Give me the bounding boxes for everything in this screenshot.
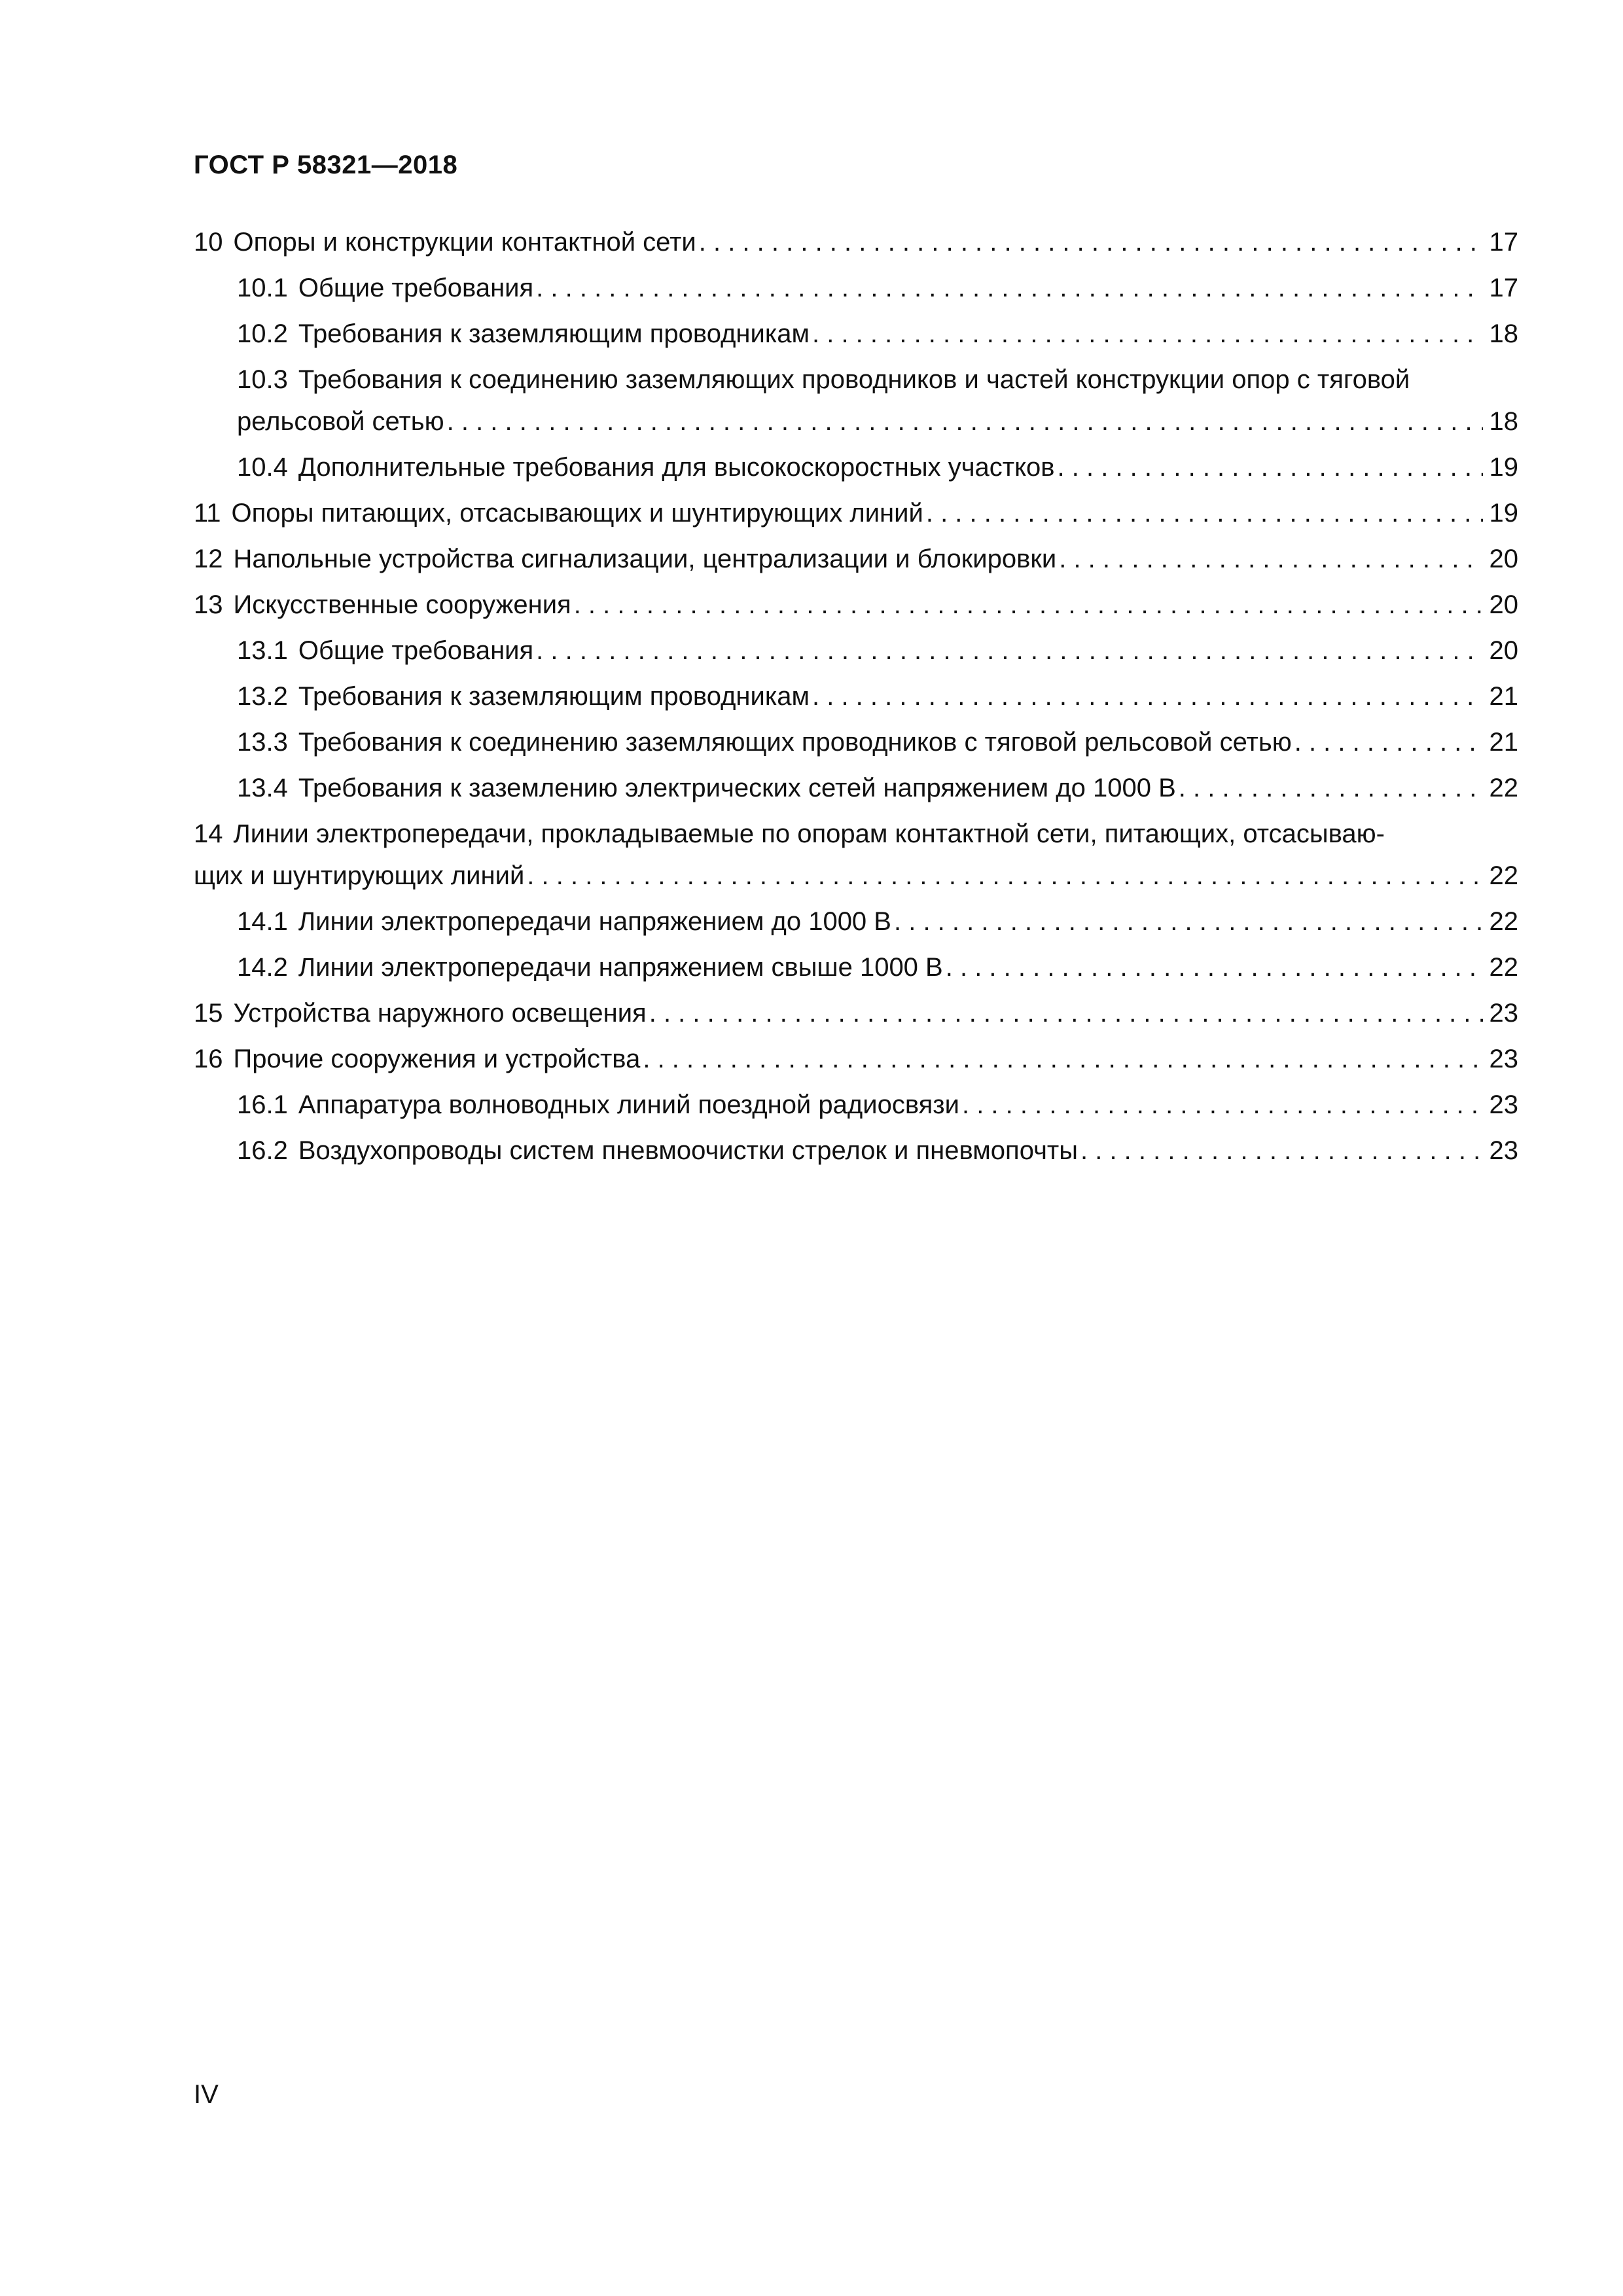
toc-entry[interactable] [194,946,1518,988]
toc-entry-title: Требования к заземляющим проводникам [298,319,810,348]
toc-entry-number: 10.3 [237,365,288,394]
toc-entry-title: Опоры питающих, отсасывающих и шунтирующих линий [231,499,923,528]
dot-leader [812,675,1483,717]
dot-leader [962,1084,1483,1126]
dot-leader [1080,1130,1483,1172]
toc-entry-title: Общие требования [298,274,534,302]
toc-entry-number: 16.1 [237,1090,288,1119]
toc-entry-number: 13.1 [237,636,288,665]
toc-entry[interactable] [194,992,1518,1034]
toc-entry[interactable] [194,675,1518,717]
toc-entry[interactable] [194,1038,1518,1080]
toc-entry-title: Аппаратура волноводных линий поездной радиосвязи [298,1090,959,1119]
toc-entry-title: Требования к заземлению электрических сетей напряжением до 1000 В [298,774,1176,802]
document-header [194,145,457,185]
dot-leader [1058,446,1483,488]
toc-entry-page: 22 [1489,774,1518,802]
page-number-label: IV [194,2080,219,2109]
dot-leader [527,855,1483,897]
dot-leader [536,630,1483,672]
toc-entry-title: Воздухопроводы систем пневмоочистки стрелок и пневмопочты [298,1136,1078,1165]
toc-entry-page: 18 [1489,319,1518,348]
toc-entry-page: 17 [1489,228,1518,257]
table-of-contents [194,221,1518,1175]
toc-entry-title: Прочие сооружения и устройства [233,1045,641,1073]
dot-leader [1059,538,1483,580]
toc-entry-page: 23 [1489,1090,1518,1119]
dot-leader [643,1038,1483,1080]
toc-entry[interactable] [194,1130,1518,1172]
toc-entry-number: 10.1 [237,274,288,302]
toc-entry[interactable] [194,267,1518,309]
toc-entry[interactable] [194,538,1518,580]
toc-entry[interactable] [194,584,1518,626]
toc-entry-number: 13.3 [237,728,288,757]
toc-entry-page: 19 [1489,453,1518,482]
toc-entry-page: 22 [1489,953,1518,982]
document-id: ГОСТ Р 58321—2018 [194,151,458,179]
toc-entry[interactable] [194,446,1518,488]
toc-entry-page: 22 [1489,907,1518,936]
toc-entry-page: 21 [1489,682,1518,711]
toc-entry-page: 22 [1489,861,1518,890]
dot-leader [1179,767,1483,809]
toc-entry-title: Линии электропередачи напряжением до 1000 В [298,907,891,936]
dot-leader [574,584,1483,626]
toc-entry-number: 11 [194,499,221,528]
dot-leader [536,267,1483,309]
toc-entry-line [237,359,1518,401]
toc-entry-number: 10 [194,228,223,257]
toc-entry[interactable] [194,1084,1518,1126]
toc-entry-title: Устройства наружного освещения [233,999,647,1028]
toc-entry-title: щих и шунтирующих линий [194,861,525,890]
dot-leader [1294,721,1483,763]
toc-entry-number: 13.4 [237,774,288,802]
dot-leader [894,901,1483,942]
toc-entry-title: Искусственные сооружения [233,590,571,619]
toc-entry-title: Опоры и конструкции контактной сети [233,228,696,257]
toc-entry[interactable] [194,813,1518,897]
toc-entry-title: Общие требования [298,636,534,665]
toc-entry-page: 20 [1489,636,1518,665]
toc-entry-number: 16.2 [237,1136,288,1165]
toc-entry-number: 13.2 [237,682,288,711]
toc-entry-number: 15 [194,999,223,1028]
toc-entry[interactable] [194,492,1518,534]
toc-entry-page: 18 [1489,407,1518,436]
dot-leader [926,492,1483,534]
toc-entry[interactable] [194,721,1518,763]
toc-entry-page: 23 [1489,999,1518,1028]
toc-entry-page: 20 [1489,590,1518,619]
toc-entry[interactable] [194,359,1518,442]
toc-entry-number: 10.2 [237,319,288,348]
toc-entry-number: 12 [194,545,223,573]
toc-entry-number: 14.1 [237,907,288,936]
toc-entry[interactable] [194,221,1518,263]
toc-entry-title: Требования к заземляющим проводникам [298,682,810,711]
toc-entry-page: 23 [1489,1136,1518,1165]
toc-entry-page: 19 [1489,499,1518,528]
toc-entry[interactable] [194,767,1518,809]
toc-entry-title: Требования к соединению заземляющих проводников и частей конструкции опор с тяговой [298,365,1410,394]
toc-entry-number: 10.4 [237,453,288,482]
toc-entry-page: 21 [1489,728,1518,757]
toc-entry-title: Дополнительные требования для высокоскоростных участков [298,453,1055,482]
toc-entry-title: Линии электропередачи напряжением свыше 1000 В [298,953,943,982]
page-footer [194,2075,219,2114]
dot-leader [649,992,1483,1034]
toc-entry-page: 17 [1489,274,1518,302]
toc-entry-page: 23 [1489,1045,1518,1073]
toc-entry-title: Требования к соединению заземляющих проводников с тяговой рельсовой сетью [298,728,1292,757]
toc-entry-page: 20 [1489,545,1518,573]
toc-entry-number: 13 [194,590,223,619]
dot-leader [699,221,1483,263]
toc-entry[interactable] [194,630,1518,672]
toc-entry-title: рельсовой сетью [237,407,444,436]
dot-leader [946,946,1483,988]
toc-entry-number: 14 [194,819,223,848]
toc-entry[interactable] [194,313,1518,355]
toc-entry-title: Линии электропередачи, прокладываемые по опорам контактной сети, питающих, отсасываю- [233,819,1385,848]
toc-entry-number: 16 [194,1045,223,1073]
dot-leader [812,313,1483,355]
toc-entry-number: 14.2 [237,953,288,982]
dot-leader [447,401,1483,442]
toc-entry-title: Напольные устройства сигнализации, централизации и блокировки [233,545,1057,573]
toc-entry[interactable] [194,901,1518,942]
toc-entry-line [194,813,1518,855]
